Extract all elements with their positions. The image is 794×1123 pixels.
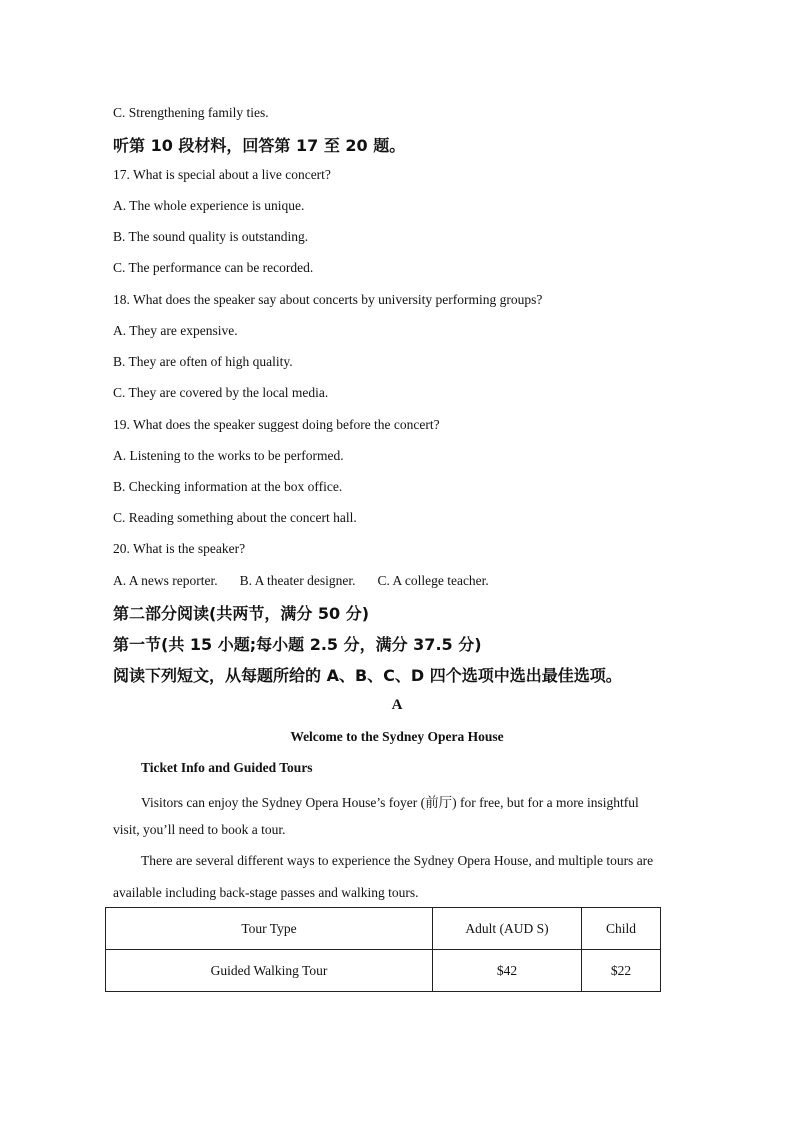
table-cell: $42	[433, 950, 582, 992]
q19-option-b: B. Checking information at the box office.	[113, 479, 343, 494]
part-2-heading: 第二部分阅读(共两节，满分 50 分)	[113, 604, 370, 623]
instructions: 阅读下列短文，从每题所给的 A、B、C、D 四个选项中选出最佳选项。	[113, 666, 622, 685]
paragraph-1-line-1: Visitors can enjoy the Sydney Opera House’s foyer (前厅) for free, but for a more insightful	[141, 795, 639, 810]
question-17: 17. What is special about a live concert?	[113, 167, 331, 182]
passage-letter: A	[391, 697, 403, 713]
table-cell: Guided Walking Tour	[106, 950, 433, 992]
q18-option-a: A. They are expensive.	[113, 323, 238, 338]
q17-option-c: C. The performance can be recorded.	[113, 260, 314, 275]
tour-price-table	[105, 907, 661, 992]
passage-title: Welcome to the Sydney Opera House	[290, 729, 504, 744]
passage-subtitle: Ticket Info and Guided Tours	[141, 760, 313, 775]
q19-option-a: A. Listening to the works to be performed.	[113, 448, 344, 463]
question-19: 19. What does the speaker suggest doing before the concert?	[113, 417, 440, 432]
table-row	[106, 950, 661, 992]
paragraph-2-line-1: There are several different ways to experience the Sydney Opera House, and multiple tours are	[141, 853, 654, 868]
question-20: 20. What is the speaker?	[113, 541, 246, 556]
q17-option-b: B. The sound quality is outstanding.	[113, 229, 309, 244]
q17-option-a: A. The whole experience is unique.	[113, 198, 305, 213]
q20-option-a: A. A news reporter.	[113, 573, 218, 588]
paragraph-2-line-2: available including back-stage passes and walking tours.	[113, 885, 419, 900]
q20-option-b: B. A theater designer.	[239, 573, 356, 588]
section-1-heading: 第一节(共 15 小题;每小题 2.5 分，满分 37.5 分)	[113, 635, 482, 654]
section-10-heading: 听第 10 段材料，回答第 17 至 20 题。	[113, 136, 406, 155]
q18-option-c: C. They are covered by the local media.	[113, 385, 329, 400]
table-header-cell: Child	[582, 908, 661, 950]
q19-option-c: C. Reading something about the concert hall.	[113, 510, 357, 525]
q18-option-b: B. They are often of high quality.	[113, 354, 293, 369]
table-header-row	[106, 908, 661, 950]
q16-option-c: C. Strengthening family ties.	[113, 105, 269, 120]
q20-option-c: C. A college teacher.	[377, 573, 489, 588]
table-header-cell: Adult (AUD S)	[433, 908, 582, 950]
table-header-cell: Tour Type	[106, 908, 433, 950]
paragraph-1-line-2: visit, you’ll need to book a tour.	[113, 822, 286, 837]
question-18: 18. What does the speaker say about concerts by university performing groups?	[113, 292, 543, 307]
q20-options	[113, 573, 511, 589]
table-cell: $22	[582, 950, 661, 992]
